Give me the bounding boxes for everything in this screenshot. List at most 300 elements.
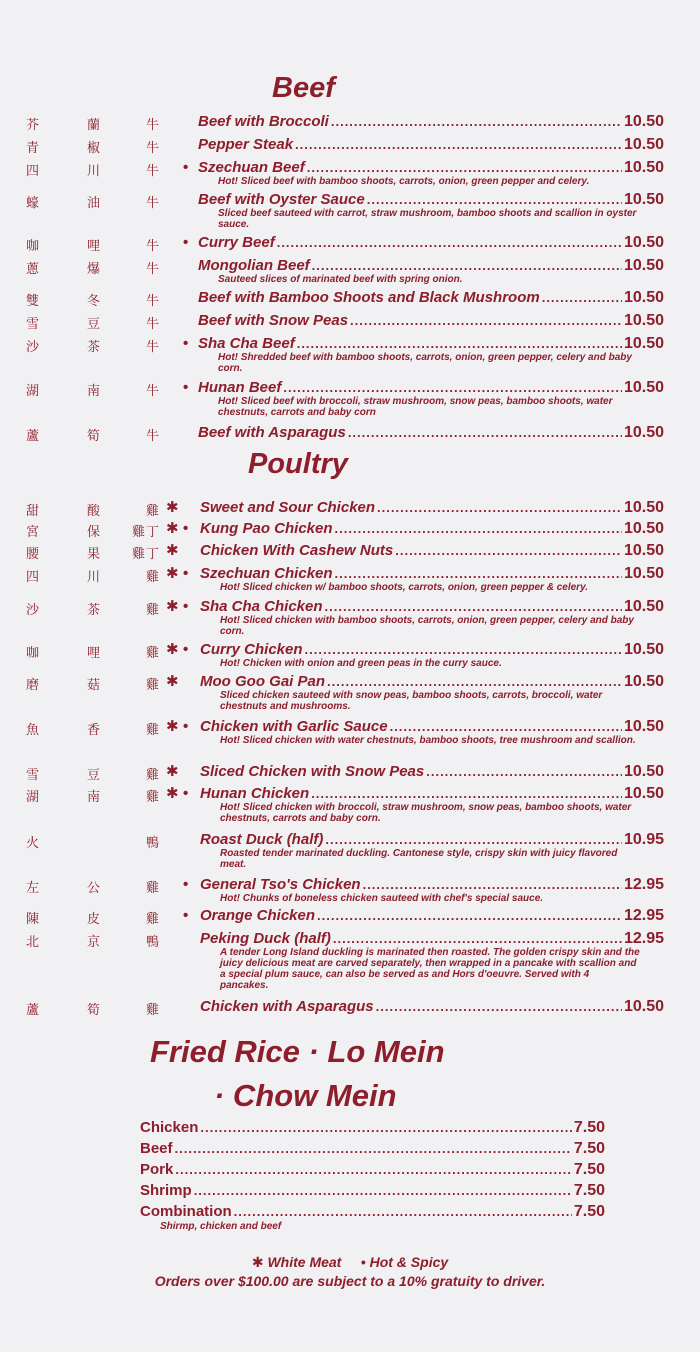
dish-line [140, 1202, 605, 1222]
dish-description: Shirmp, chicken and beef [160, 1221, 282, 1232]
chinese-name [0, 233, 175, 253]
dish-line [200, 498, 664, 518]
menu-item-row [0, 830, 700, 870]
dish-name: Mongolian Beef [198, 257, 310, 274]
dish-name: Beef with Asparagus [198, 424, 346, 441]
chinese-char: 湖 [26, 384, 40, 399]
dish-description: A tender Long Island duckling is marinated then roasted. The golden crispy skin and the juicy delicious meat are carved separately, then wrapped in a pancake with scallion and a special plum sauce, can also be served as and Hors d'oeuvre. Served with 4 pancakes. [220, 947, 640, 991]
dish-name: Sha Cha Beef [198, 335, 295, 352]
dish-description: Sliced chicken sauteed with snow peas, bamboo shoots, carrots, broccoli, water chestnuts and mushrooms. [220, 690, 603, 712]
dish-price: 12.95 [623, 907, 664, 924]
dish-name: Beef with Snow Peas [198, 312, 349, 329]
dish-price: 10.50 [623, 998, 664, 1015]
dish-line [200, 541, 664, 561]
dot-leader [194, 1181, 572, 1201]
chinese-char: 川 [87, 164, 101, 179]
chinese-char: 茶 [87, 340, 101, 355]
hot-spicy-legend: • Hot & Spicy [360, 1254, 449, 1270]
dish-price: 10.50 [623, 565, 664, 582]
dot-leader [367, 190, 622, 210]
chinese-char: 鴨 [146, 935, 160, 950]
dish-line [200, 597, 664, 617]
chinese-char: 蘭 [87, 118, 101, 133]
chinese-name [0, 311, 175, 331]
dot-leader [426, 762, 622, 782]
white-meat-icon: ✱ [166, 673, 179, 690]
menu-item-row [0, 717, 700, 746]
dish-price: 10.50 [623, 763, 664, 780]
menu-item-row [0, 256, 700, 285]
dish-price: 12.95 [623, 876, 664, 893]
chinese-name [0, 672, 175, 692]
chinese-char: 湖 [26, 790, 40, 805]
chinese-char: 牛 [146, 340, 160, 355]
hot-spicy-icon: • [183, 907, 189, 924]
dish-price: 10.50 [623, 520, 664, 537]
chinese-char: 雪 [26, 317, 40, 332]
chinese-char: 北 [26, 935, 40, 950]
dish-price: 7.50 [573, 1182, 605, 1199]
dot-leader [297, 334, 622, 354]
chinese-char: 雞 [146, 603, 160, 618]
dot-leader [317, 906, 622, 926]
dish-line [200, 640, 664, 660]
chinese-char: 沙 [26, 603, 40, 618]
hot-spicy-icon: • [183, 598, 189, 615]
dish-price: 10.50 [623, 289, 664, 306]
chinese-char: 雞 [146, 1003, 160, 1018]
chinese-char: 蘆 [26, 1003, 40, 1018]
dot-leader [376, 997, 622, 1017]
chinese-char: 雪 [26, 768, 40, 783]
dish-description: Hot! Sliced beef with bamboo shoots, carrots, onion, green pepper and celery. [218, 176, 590, 187]
hot-spicy-icon: • [183, 641, 189, 658]
white-meat-icon: ✱ [166, 718, 179, 735]
hot-spicy-icon: • [183, 785, 189, 802]
dish-line [198, 158, 664, 178]
chinese-char: 爆 [87, 262, 101, 277]
dish-price: 10.50 [623, 424, 664, 441]
white-meat-icon: ✱ [166, 598, 179, 615]
dish-name: Sliced Chicken with Snow Peas [200, 763, 425, 780]
chinese-char: 菇 [87, 678, 101, 693]
chinese-char: 川 [87, 570, 101, 585]
menu-item-row [0, 672, 700, 712]
chinese-char: 雞 [146, 570, 160, 585]
menu-item-row [0, 784, 700, 824]
dish-name: Chicken [140, 1119, 199, 1136]
menu-item-row [0, 135, 700, 157]
dish-name: Peking Duck (half) [200, 930, 331, 947]
chinese-name [0, 334, 175, 354]
dish-name: Kung Pao Chicken [200, 520, 333, 537]
dish-name: Beef with Bamboo Shoots and Black Mushroom [198, 289, 540, 306]
dot-leader [335, 564, 622, 584]
dish-price: 7.50 [573, 1119, 605, 1136]
chinese-char: 筍 [87, 1003, 101, 1018]
fried-rice-heading-line2: · Chow Mein [214, 1078, 397, 1113]
menu-item-row [0, 498, 700, 520]
dish-price: 10.50 [623, 335, 664, 352]
chinese-char: 南 [87, 384, 101, 399]
dot-leader [312, 256, 622, 276]
dish-name: Orange Chicken [200, 907, 316, 924]
chinese-char: 鴨 [146, 836, 160, 851]
chinese-char: 雞 [132, 525, 146, 540]
dish-line [200, 929, 664, 949]
hot-spicy-icon: • [183, 159, 189, 176]
dish-description: Sauteed slices of marinated beef with spring onion. [218, 274, 463, 285]
dot-leader [350, 311, 622, 331]
chinese-char: 豆 [87, 768, 101, 783]
chinese-char: 茶 [87, 603, 101, 618]
dish-name: Chicken With Cashew Nuts [200, 542, 394, 559]
chinese-char: 公 [87, 881, 101, 896]
dot-leader [283, 378, 622, 398]
chinese-char: 甜 [26, 504, 40, 519]
dish-description: Hot! Sliced chicken with bamboo shoots, carrots, onion, green pepper, celery and baby corn. [220, 615, 634, 637]
chinese-char: 丁 [146, 525, 160, 540]
dish-price: 7.50 [573, 1161, 605, 1178]
chinese-char: 四 [26, 164, 40, 179]
chinese-char: 魚 [26, 723, 40, 738]
dish-price: 10.50 [623, 191, 664, 208]
dish-price: 10.50 [623, 542, 664, 559]
menu-item-row [0, 597, 700, 637]
dish-description: Hot! Chicken with onion and green peas in the curry sauce. [220, 658, 502, 669]
dish-price: 10.50 [623, 598, 664, 615]
dot-leader [335, 519, 622, 539]
menu-item-row [0, 423, 700, 445]
dish-name: Sha Cha Chicken [200, 598, 323, 615]
fried-rice-heading-line1: Fried Rice · Lo Mein [150, 1034, 445, 1069]
chinese-char: 蔥 [26, 262, 40, 277]
dot-leader [542, 288, 622, 308]
dish-line [200, 784, 664, 804]
chinese-char: 保 [87, 525, 101, 540]
menu-item-row [0, 233, 700, 255]
dot-leader [395, 541, 622, 561]
chinese-name [0, 541, 175, 561]
dish-price: 12.95 [623, 930, 664, 947]
dish-line [198, 135, 664, 155]
chinese-name [0, 564, 175, 584]
dish-line [200, 717, 664, 737]
dish-name: Chicken with Asparagus [200, 998, 374, 1015]
chinese-char: 牛 [146, 294, 160, 309]
dish-line [198, 256, 664, 276]
hot-spicy-icon: • [183, 876, 189, 893]
dish-name: Chicken with Garlic Sauce [200, 718, 388, 735]
dot-leader [325, 830, 622, 850]
chinese-name [0, 498, 175, 518]
chinese-char: 丁 [146, 547, 160, 562]
dish-line [198, 334, 664, 354]
chinese-char: 芥 [26, 118, 40, 133]
dish-name: Curry Chicken [200, 641, 303, 658]
chinese-char: 雞 [146, 723, 160, 738]
dish-line [200, 997, 664, 1017]
dish-price: 10.50 [623, 257, 664, 274]
menu-item-row [0, 541, 700, 563]
chinese-char: 牛 [146, 164, 160, 179]
chinese-char: 京 [87, 935, 101, 950]
dot-leader [295, 135, 622, 155]
white-meat-icon: ✱ [166, 763, 179, 780]
chinese-name [0, 597, 175, 617]
hot-spicy-icon: • [183, 379, 189, 396]
menu-item-row [0, 311, 700, 333]
chinese-char: 磨 [26, 678, 40, 693]
chinese-name [0, 256, 175, 276]
dish-name: Beef with Broccoli [198, 113, 329, 130]
chinese-char: 雞 [146, 790, 160, 805]
dish-price: 10.50 [623, 159, 664, 176]
chinese-name [0, 112, 175, 132]
chinese-name [0, 997, 175, 1017]
menu-item-row [0, 762, 700, 784]
white-meat-icon: ✱ [166, 785, 179, 802]
dot-leader [234, 1202, 572, 1222]
chinese-char: 咖 [26, 239, 40, 254]
dish-name: Roast Duck (half) [200, 831, 324, 848]
white-meat-icon: ✱ [166, 499, 179, 516]
chinese-name [0, 519, 175, 539]
hot-spicy-icon: • [183, 565, 189, 582]
chinese-char: 皮 [87, 912, 101, 927]
white-meat-legend: ✱ White Meat [251, 1254, 342, 1270]
dish-name: Szechuan Beef [198, 159, 305, 176]
dish-price: 7.50 [573, 1140, 605, 1157]
beef-heading: Beef [272, 72, 335, 104]
chinese-name [0, 875, 175, 895]
chinese-char: 豆 [87, 317, 101, 332]
chinese-name [0, 158, 175, 178]
gratuity-note: Orders over $100.00 are subject to a 10% gratuity to driver. [154, 1273, 546, 1289]
dish-name: Pepper Steak [198, 136, 294, 153]
chinese-char: 牛 [146, 384, 160, 399]
dish-name: Moo Goo Gai Pan [200, 673, 326, 690]
chinese-char: 宮 [26, 525, 40, 540]
dish-price: 10.50 [623, 499, 664, 516]
dish-price: 10.50 [623, 379, 664, 396]
dish-line [198, 233, 664, 253]
dish-price: 10.50 [623, 718, 664, 735]
chinese-char: 牛 [146, 118, 160, 133]
white-meat-icon: ✱ [166, 641, 179, 658]
dish-description: Hot! Chunks of boneless chicken sauteed with chef's special sauce. [220, 893, 544, 904]
chinese-name [0, 378, 175, 398]
dish-name: Hunan Chicken [200, 785, 310, 802]
hot-spicy-icon: • [183, 718, 189, 735]
menu-item-row [0, 640, 700, 669]
menu-item-row [0, 519, 700, 541]
chinese-char: 腰 [26, 547, 40, 562]
legend-symbols [0, 1254, 700, 1271]
dish-line [200, 564, 664, 584]
dish-price: 10.50 [623, 785, 664, 802]
chinese-char: 雞 [132, 547, 146, 562]
chinese-char: 牛 [146, 262, 160, 277]
chinese-char: 筍 [87, 429, 101, 444]
dish-name: Beef [140, 1140, 173, 1157]
dot-leader [305, 640, 622, 660]
dish-line [200, 672, 664, 692]
dish-line [140, 1181, 605, 1201]
dish-price: 10.50 [623, 136, 664, 153]
dish-name: General Tso's Chicken [200, 876, 361, 893]
dot-leader [333, 929, 622, 949]
chinese-char: 雞 [146, 768, 160, 783]
white-meat-icon: ✱ [166, 520, 179, 537]
poultry-heading: Poultry [248, 448, 348, 480]
chinese-char: 雞 [146, 678, 160, 693]
dish-line [140, 1118, 605, 1138]
chinese-char: 雞 [146, 504, 160, 519]
dot-leader [377, 498, 622, 518]
dot-leader [277, 233, 622, 253]
dish-line [140, 1139, 605, 1159]
dot-leader [307, 158, 622, 178]
dish-price: 10.50 [623, 673, 664, 690]
menu-item-row [0, 997, 700, 1019]
dish-price: 10.50 [623, 113, 664, 130]
dish-line [198, 423, 664, 443]
dish-name: Pork [140, 1161, 174, 1178]
dot-leader [311, 784, 622, 804]
menu-item-row [0, 378, 700, 418]
menu-item-row [0, 190, 700, 230]
dot-leader [200, 1118, 572, 1138]
dish-description: Sliced beef sauteed with carrot, straw mushroom, bamboo shoots and scallion in oyster sauce. [218, 208, 637, 230]
dish-description: Roasted tender marinated duckling. Cantonese style, crispy skin with juicy flavored meat. [220, 848, 618, 870]
chinese-char: 冬 [87, 294, 101, 309]
chinese-char: 沙 [26, 340, 40, 355]
dish-description: Hot! Sliced chicken w/ bamboo shoots, carrots, onion, green pepper & celery. [220, 582, 589, 593]
chinese-char: 蘆 [26, 429, 40, 444]
chinese-char: 哩 [87, 646, 101, 661]
menu-item-row [0, 906, 700, 928]
chinese-char: 椒 [87, 141, 101, 156]
menu-item-row [0, 929, 700, 991]
chinese-char: 蠔 [26, 196, 40, 211]
chinese-char: 雙 [26, 294, 40, 309]
chinese-name [0, 288, 175, 308]
dish-price: 10.50 [623, 234, 664, 251]
dot-leader [175, 1160, 572, 1180]
chinese-char: 牛 [146, 141, 160, 156]
chinese-char: 青 [26, 141, 40, 156]
chinese-char: 咖 [26, 646, 40, 661]
chinese-char: 果 [87, 547, 101, 562]
menu-item-row [0, 112, 700, 134]
chinese-char: 酸 [87, 504, 101, 519]
dish-description: Hot! Sliced chicken with water chestnuts, bamboo shoots, tree mushroom and scallion. [220, 735, 636, 746]
dish-price: 10.50 [623, 641, 664, 658]
chinese-name [0, 190, 175, 210]
white-meat-icon: ✱ [166, 565, 179, 582]
chinese-char: 陳 [26, 912, 40, 927]
chinese-char: 香 [87, 723, 101, 738]
dot-leader [348, 423, 622, 443]
dot-leader [331, 112, 622, 132]
menu-item-row [0, 564, 700, 593]
menu-item-row [0, 875, 700, 904]
dish-description: Hot! Sliced chicken with broccoli, straw mushroom, snow peas, bamboo shoots, water chestnuts, carrots and baby corn. [220, 802, 632, 824]
chinese-name [0, 717, 175, 737]
chinese-name [0, 762, 175, 782]
dish-line [200, 762, 664, 782]
chinese-name [0, 135, 175, 155]
menu-item-row [0, 288, 700, 310]
chinese-char: 雞 [146, 881, 160, 896]
dot-leader [327, 672, 622, 692]
chinese-name [0, 906, 175, 926]
dish-name: Shrimp [140, 1182, 192, 1199]
dish-name: Hunan Beef [198, 379, 282, 396]
dot-leader [325, 597, 622, 617]
chinese-char: 南 [87, 790, 101, 805]
chinese-name [0, 929, 175, 949]
dish-name: Beef with Oyster Sauce [198, 191, 365, 208]
dish-name: Sweet and Sour Chicken [200, 499, 376, 516]
dot-leader [363, 875, 622, 895]
menu-item-row [0, 334, 700, 374]
chinese-char: 火 [26, 836, 40, 851]
dish-name: Combination [140, 1203, 232, 1220]
dish-price: 7.50 [573, 1203, 605, 1220]
hot-spicy-icon: • [183, 335, 189, 352]
menu-item-row [0, 158, 700, 187]
dish-line [200, 519, 664, 539]
chinese-char: 雞 [146, 646, 160, 661]
dish-name: Curry Beef [198, 234, 275, 251]
chinese-char: 油 [87, 196, 101, 211]
chinese-char: 牛 [146, 239, 160, 254]
chinese-name [0, 423, 175, 443]
chinese-char: 雞 [146, 912, 160, 927]
chinese-char: 牛 [146, 429, 160, 444]
dot-leader [390, 717, 622, 737]
dish-line [200, 906, 664, 926]
hot-spicy-icon: • [183, 234, 189, 251]
dish-price: 10.95 [623, 831, 664, 848]
dish-line [198, 190, 664, 210]
dish-name: Szechuan Chicken [200, 565, 333, 582]
dish-line [198, 288, 664, 308]
chinese-name [0, 830, 175, 850]
dish-price: 10.50 [623, 312, 664, 329]
dish-description: Hot! Shredded beef with bamboo shoots, carrots, onion, green pepper, celery and baby corn. [218, 352, 632, 374]
chinese-char: 左 [26, 881, 40, 896]
chinese-char: 牛 [146, 196, 160, 211]
chinese-name [0, 784, 175, 804]
dish-line [140, 1160, 605, 1180]
white-meat-icon: ✱ [166, 542, 179, 559]
dish-line [198, 378, 664, 398]
dish-description: Hot! Sliced beef with broccoli, straw mushroom, snow peas, bamboo shoots, water chestnuts, carrots and baby corn [218, 396, 613, 418]
chinese-char: 哩 [87, 239, 101, 254]
dish-line [198, 112, 664, 132]
dish-line [200, 830, 664, 850]
hot-spicy-icon: • [183, 520, 189, 537]
dot-leader [175, 1139, 572, 1159]
dish-line [200, 875, 664, 895]
chinese-name [0, 640, 175, 660]
chinese-char: 四 [26, 570, 40, 585]
chinese-char: 牛 [146, 317, 160, 332]
dish-line [198, 311, 664, 331]
